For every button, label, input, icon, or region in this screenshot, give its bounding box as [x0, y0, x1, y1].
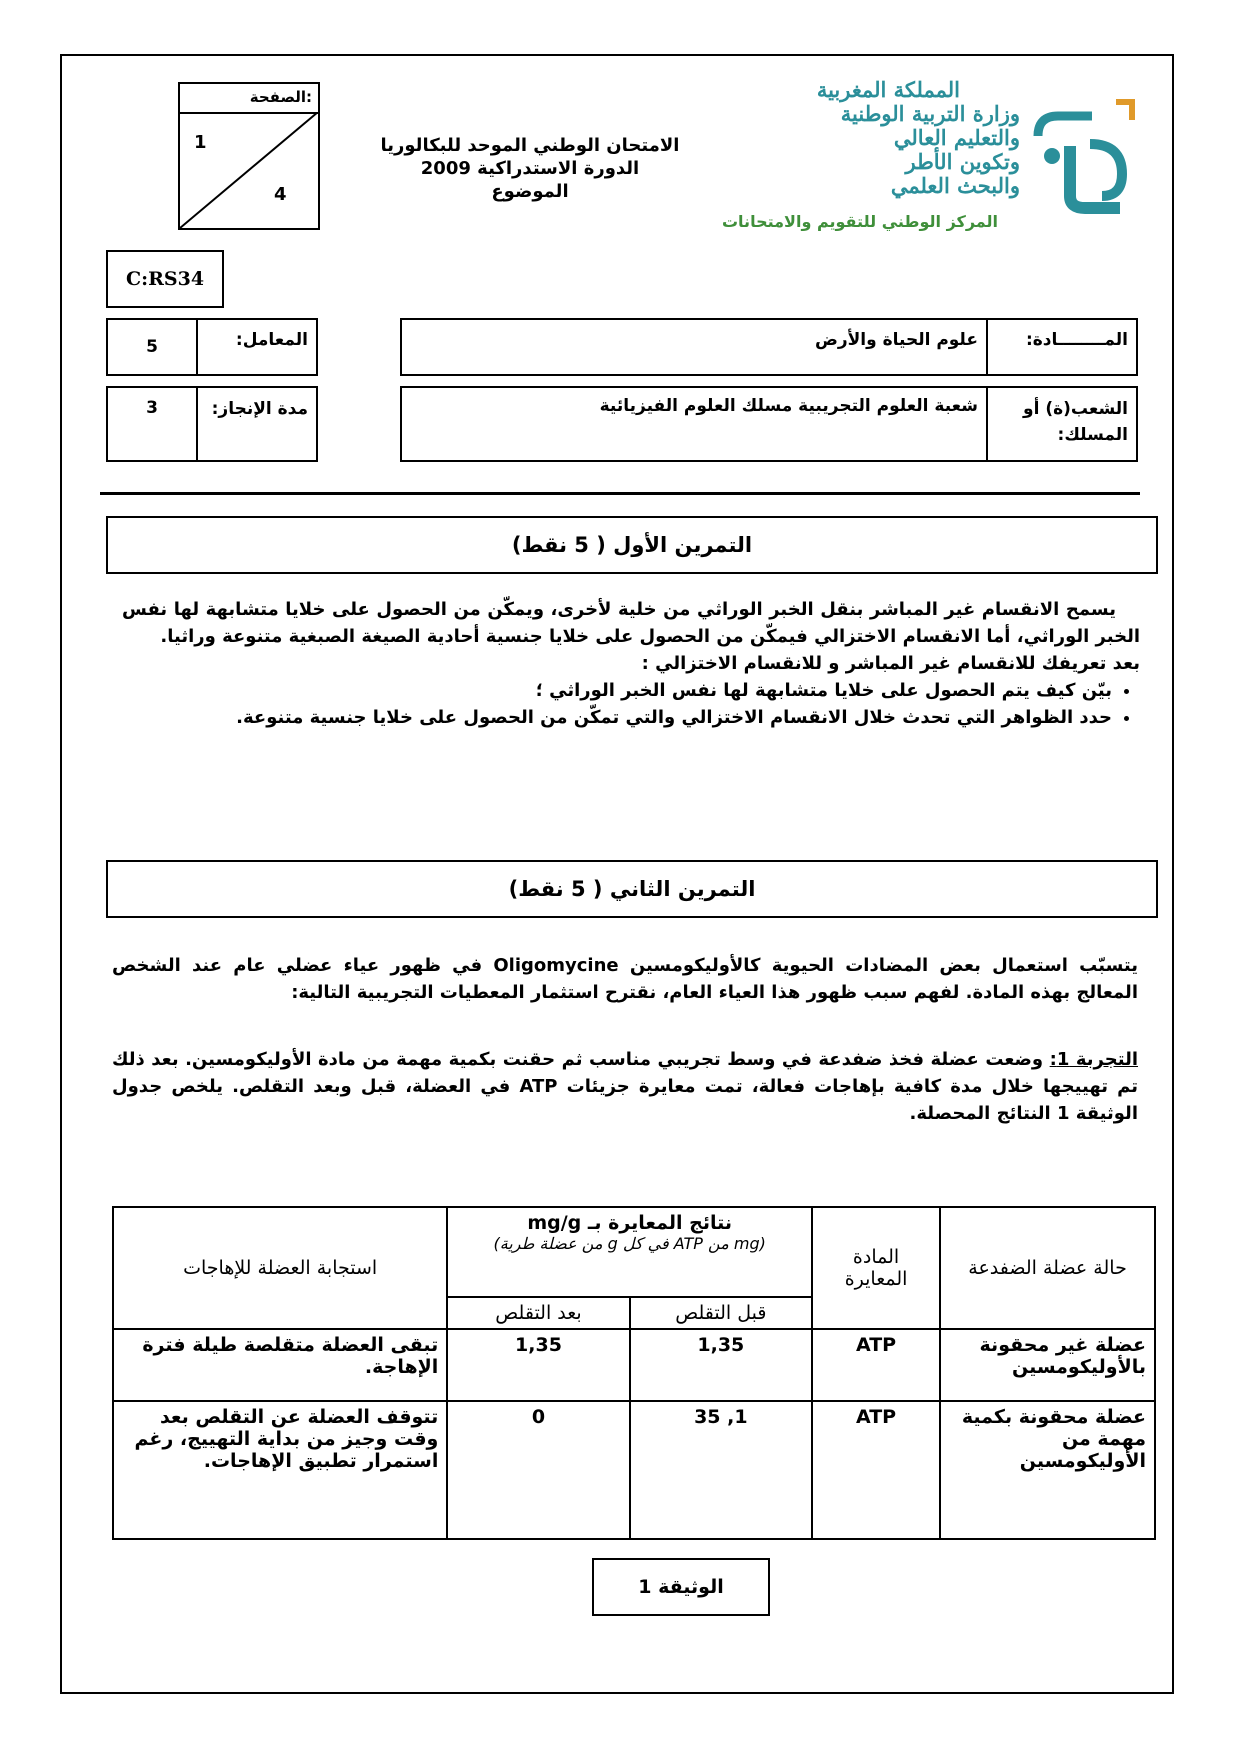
subject-label: المــــــــادة: [986, 318, 1138, 376]
row-before: 1,35 [630, 1329, 812, 1401]
exam-code: C:RS34 [106, 250, 224, 308]
exercise1-intro: يسمح الانقسام غير المباشر بنقل الخبر الوراثي من خلية لأخرى، ويمكّن من الحصول على خلايا متشابهة لها نفس الخبر الوراثي، أما الانقسام الاختزالي فيمكّن من الحصول على خلايا جنسية أحادية الصيغة الصبغية متنوعة وراثيا. [122, 599, 1140, 647]
exercise2-intro: يتسبّب استعمال بعض المضادات الحيوية كالأوليكومسين Oligomycine في ظهور عياء عضلي عام عند الشخص المعالج بهذه المادة. لفهم سبب ظهور هذا العياء العام، نقترح استثمار المعطيات التجريبية التالية: [112, 955, 1138, 1003]
header-response: استجابة العضلة للإهاجات [113, 1207, 447, 1329]
exam-title: الامتحان الوطني الموحد للبكالوريا [380, 135, 680, 156]
page-number-box [178, 82, 320, 230]
header-results [447, 1207, 812, 1297]
ministry-line: والتعليم العالي [893, 125, 1020, 150]
ministry-name [700, 78, 1020, 198]
exam-session: الدورة الاستدراكية 2009 [420, 158, 640, 179]
question-item: • بيّن كيف يتم الحصول على خلايا متشابهة لها نفس الخبر الوراثي ؛ [122, 677, 1112, 704]
header-substance: المادة المعايرة [812, 1207, 940, 1329]
ministry-logo [1030, 96, 1140, 221]
exam-title-block [380, 134, 680, 203]
header-results-title: نتائج المعايرة بـ mg/g [527, 1212, 733, 1234]
exercise1-prompt: بعد تعريفك للانقسام غير المباشر و للانقسام الاختزالي : [641, 653, 1140, 674]
header-state: حالة عضلة الضفدعة [940, 1207, 1155, 1329]
table-header-row [113, 1207, 1155, 1297]
row-after: 0 [447, 1401, 629, 1539]
ministry-line: والبحث العلمي [890, 173, 1020, 198]
exercise2-title: التمرين الثاني ( 5 نقط) [106, 860, 1158, 918]
question-item: • حدد الظواهر التي تحدث خلال الانقسام الاختزالي والتي تمكّن من الحصول على خلايا جنسية متنوعة. [122, 704, 1112, 731]
ministry-line: المملكة المغربية [816, 77, 960, 102]
exercise1-title: التمرين الأول ( 5 نقط) [106, 516, 1158, 574]
duration-value: 3 [106, 386, 198, 462]
header-before: قبل التقلص [630, 1297, 812, 1329]
row-after: 1,35 [447, 1329, 629, 1401]
table-row [113, 1329, 1155, 1401]
duration-label: مدة الإنجاز: [196, 386, 318, 462]
coef-label: المعامل: [196, 318, 318, 376]
page-label: الصفحة: [249, 88, 312, 106]
exercise1-body [122, 596, 1140, 731]
branch-label: الشعب(ة) أو المسلك: [986, 386, 1138, 462]
header-results-sub: (mg من ATP في كل g من عضلة طرية) [493, 1234, 766, 1253]
exercise1-questions [122, 677, 1140, 731]
header-after: بعد التقلص [447, 1297, 629, 1329]
document1-table [112, 1206, 1156, 1540]
row-substance: ATP [812, 1329, 940, 1401]
ministry-line: وتكوين الأطر [905, 149, 1020, 174]
row-substance: ATP [812, 1401, 940, 1539]
experiment1 [112, 1046, 1138, 1127]
row-state: عضلة غير محقونة بالأوليكومسين [940, 1329, 1155, 1401]
row-state: عضلة محقونة بكمية مهمة من الأوليكومسين [940, 1401, 1155, 1539]
center-name: المركز الوطني للتقويم والامتحانات [721, 212, 999, 231]
exam-subject-word: الموضوع [491, 181, 569, 202]
subject-value: علوم الحياة والأرض [400, 318, 988, 376]
branch-value: شعبة العلوم التجريبية مسلك العلوم الفيزيائية [400, 386, 988, 462]
row-response: تبقى العضلة متقلصة طيلة فترة الإهاجة. [113, 1329, 447, 1401]
table-row [113, 1401, 1155, 1539]
page-total: 4 [274, 184, 287, 205]
page-diagonal [180, 112, 318, 228]
experiment1-label: التجربة 1: [1049, 1049, 1139, 1070]
row-before: 1, 35 [630, 1401, 812, 1539]
experiment1-text: وضعت عضلة فخذ ضفدعة في وسط تجريبي مناسب ثم حقنت بكمية مهمة من مادة الأوليكومسين. بعد ذلك تم تهييجها خلال مدة كافية بإهاجات فعالة، تمت معايرة جزيئات ATP في العضلة، قبل وبعد التقلص. يلخص جدول الوثيقة 1 النتائج المحصلة. [112, 1049, 1138, 1124]
page-current: 1 [194, 132, 207, 153]
ministry-line: وزارة التربية الوطنية [840, 101, 1020, 126]
row-response: تتوقف العضلة عن التقلص بعد وقت وجيز من بداية التهييج، رغم استمرار تطبيق الإهاجات. [113, 1401, 447, 1539]
coef-value: 5 [106, 318, 198, 376]
header-divider [100, 492, 1140, 495]
document1-caption: الوثيقة 1 [592, 1558, 770, 1616]
